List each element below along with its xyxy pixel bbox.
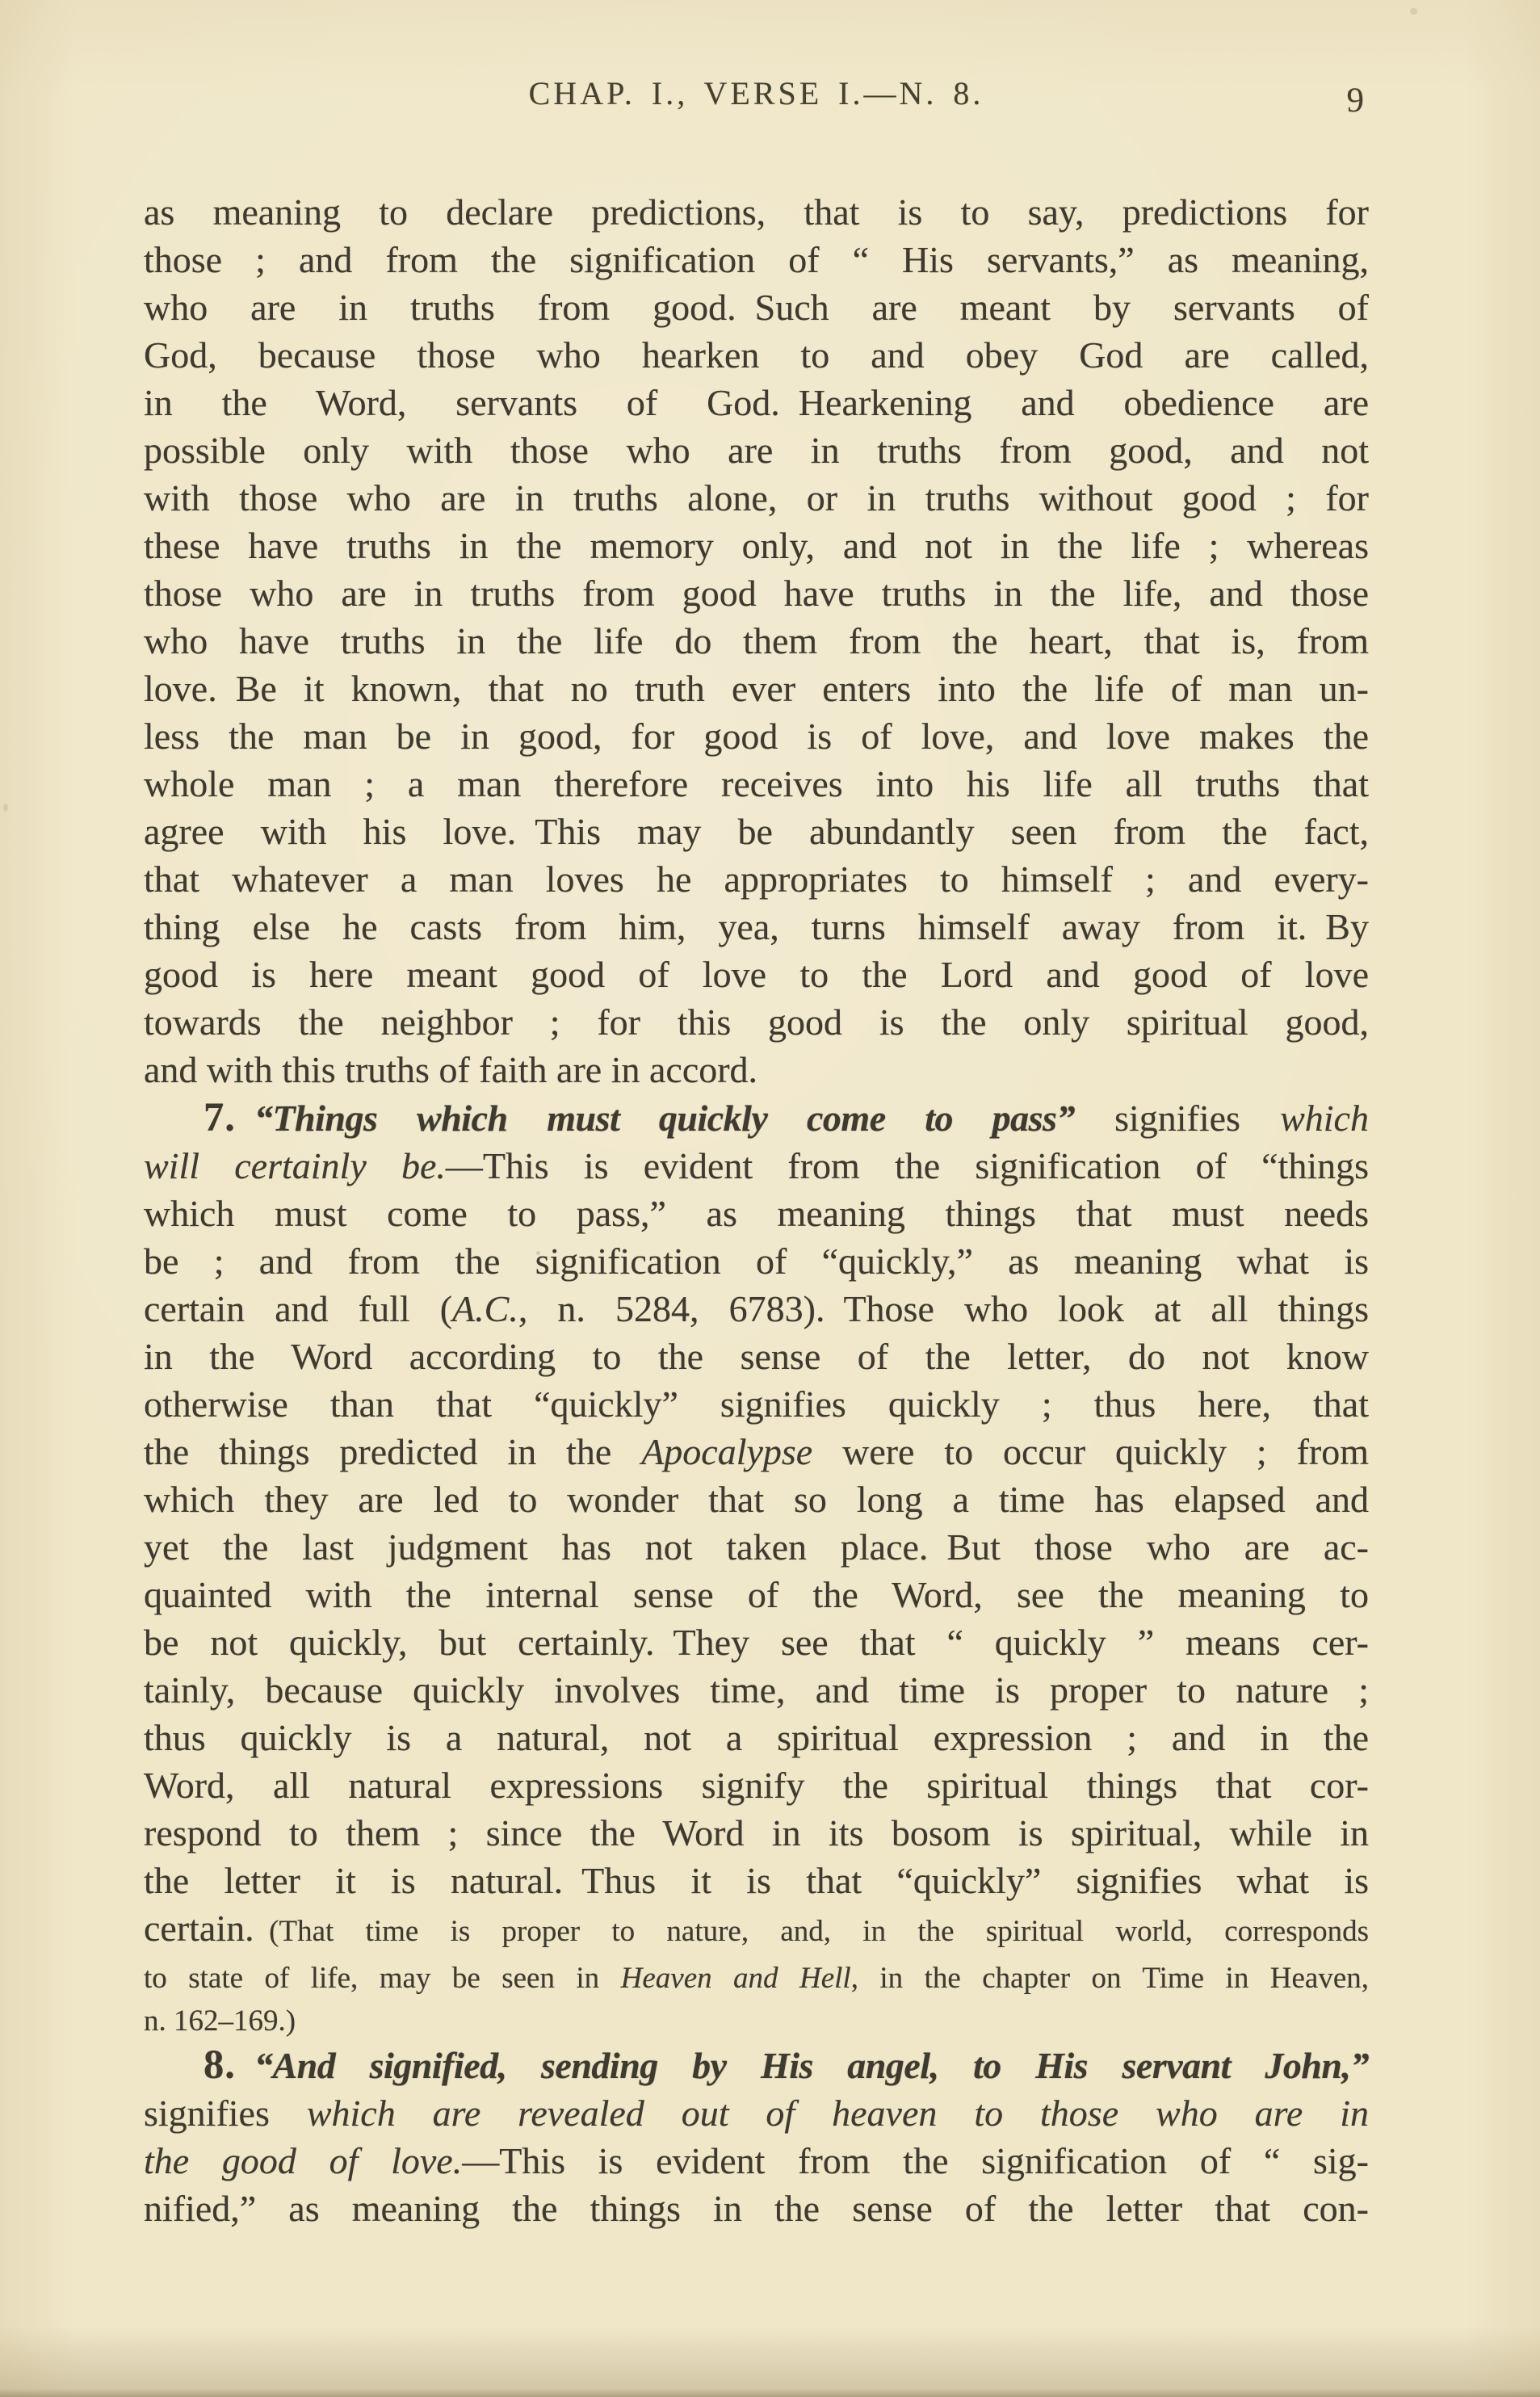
text-line: [144, 2089, 1369, 2137]
text-line: [144, 1094, 1369, 1142]
text-segment: God, because those who hearken to and obey God are called,: [144, 334, 1369, 376]
text-segment: with those who are in truths alone, or in truths without good ; for: [144, 477, 1369, 518]
text-line: [144, 903, 1369, 951]
text-segment: less the man be in good, for good is of love, and love makes the: [144, 716, 1369, 757]
text-segment: which: [1280, 1098, 1369, 1139]
text-segment: 7.: [204, 1094, 236, 1140]
text-segment: —This is evident from the signification of “ sig-: [462, 2140, 1369, 2181]
text-line: [144, 1285, 1369, 1333]
text-line: [144, 998, 1369, 1046]
text-line: [144, 1618, 1369, 1666]
text-line: [144, 569, 1369, 617]
text-line: [144, 283, 1369, 331]
text-segment: tainly, because quickly involves time, and time is proper to nature ;: [144, 1669, 1369, 1711]
text-segment: “Things which must quickly come to pass”: [254, 1098, 1075, 1139]
text-segment: who are in truths from good. Such are meant by servants of: [144, 287, 1369, 328]
text-line: [144, 1523, 1369, 1571]
text-line: [144, 522, 1369, 569]
text-segment: the things predicted in the: [144, 1431, 642, 1472]
text-segment: love. Be it known, that no truth ever enters into the life of man un-: [144, 668, 1369, 709]
text-segment: the letter it is natural. Thus it is that “quickly” signifies what is: [144, 1860, 1369, 1901]
text-segment: agree with his love. This may be abundantly seen from the fact,: [144, 811, 1369, 852]
text-line: [144, 808, 1369, 855]
text-line: [144, 1955, 1369, 1998]
text-line: [144, 1142, 1369, 1190]
text-line: [144, 379, 1369, 426]
text-segment: which they are led to wonder that so long a time has elapsed and: [144, 1479, 1369, 1520]
text-segment: which must come to pass,” as meaning things that must needs: [144, 1193, 1369, 1234]
text-line: [144, 1190, 1369, 1237]
text-line: [144, 2041, 1369, 2089]
text-segment: otherwise than that “quickly” signifies quickly ; thus here, that: [144, 1383, 1369, 1425]
text-segment: good is here meant good of love to the Lord and good of love: [144, 954, 1369, 995]
text-segment: yet the last judgment has not taken place. But those who are ac-: [144, 1526, 1369, 1568]
text-segment: signifies: [1074, 1098, 1281, 1139]
text-segment: certain.: [144, 1908, 254, 1949]
text-segment: , in the chapter on Time in Heaven,: [850, 1962, 1370, 1995]
text-segment: whole man ; a man therefore receives into his life all truths that: [144, 763, 1369, 804]
text-line: [144, 1666, 1369, 1714]
text-segment: n. 162–169.): [144, 2004, 296, 2038]
text-line: [144, 1714, 1369, 1761]
text-segment: as meaning to declare predictions, that is to say, predictions for: [144, 191, 1369, 233]
text-segment: (That time is proper to nature, and, in the spiritual world, corresponds: [254, 1915, 1369, 1948]
text-segment: Word, all natural expressions signify the spiritual things that cor-: [144, 1765, 1369, 1806]
text-line: [144, 760, 1369, 808]
text-line: [144, 2185, 1369, 2232]
text-segment: quainted with the internal sense of the Word, see the meaning to: [144, 1574, 1369, 1615]
running-title: CHAP. I., VERSE I.—N. 8.: [528, 75, 984, 111]
text-line: [144, 1857, 1369, 1904]
text-line: [144, 712, 1369, 760]
text-segment: and with this truths of faith are in accord.: [144, 1049, 758, 1090]
text-segment: these have truths in the memory only, and not in the life ; whereas: [144, 525, 1369, 566]
text-line: [144, 951, 1369, 998]
text-segment: A.C.: [452, 1288, 518, 1329]
paper-speck: [3, 804, 8, 812]
page-header: [144, 74, 1369, 120]
text-line: [144, 1476, 1369, 1523]
text-segment: those ; and from the signification of “ His servants,” as meaning,: [144, 239, 1369, 280]
text-line: [144, 1333, 1369, 1380]
text-segment: [236, 1098, 254, 1139]
text-line: [144, 1237, 1369, 1285]
text-segment: —This is evident from the signification of “things: [445, 1145, 1370, 1186]
text-segment: to state of life, may be seen in: [144, 1962, 621, 1995]
text-segment: possible only with those who are in truths from good, and not: [144, 430, 1369, 471]
text-segment: certain and full (: [144, 1288, 453, 1329]
text-segment: which are revealed out of heaven to those who are in: [306, 2093, 1369, 2134]
text-line: [144, 331, 1369, 379]
text-segment: be not quickly, but certainly. They see that “ quickly ” means cer-: [144, 1622, 1369, 1663]
text-segment: towards the neighbor ; for this good is the only spiritual good,: [144, 1001, 1369, 1043]
text-line: [144, 617, 1369, 665]
text-segment: be ; and from the signification of “quickly,” as meaning what is: [144, 1240, 1369, 1282]
text-line: [144, 188, 1369, 236]
text-line: [144, 1571, 1369, 1618]
text-line: [144, 1998, 1369, 2041]
text-line: [144, 1809, 1369, 1857]
text-line: [144, 1904, 1369, 1955]
text-line: [144, 426, 1369, 474]
paper-speck: [1410, 8, 1417, 15]
text-segment: that whatever a man loves he appropriates to himself ; and every-: [144, 858, 1369, 900]
text-segment: in the Word according to the sense of the letter, do not know: [144, 1336, 1369, 1377]
text-line: [144, 474, 1369, 522]
page-number: 9: [1346, 82, 1364, 120]
text-line: [144, 1428, 1369, 1476]
text-segment: thus quickly is a natural, not a spiritual expression ; and in the: [144, 1717, 1369, 1758]
text-segment: Apocalypse: [641, 1431, 813, 1472]
text-block: [144, 188, 1369, 2232]
text-segment: were to occur quickly ; from: [812, 1431, 1369, 1472]
text-segment: nified,” as meaning the things in the sense of the letter that con-: [144, 2188, 1369, 2229]
text-segment: thing else he casts from him, yea, turns himself away from it. By: [144, 906, 1369, 947]
text-segment: Heaven and Hell: [620, 1962, 851, 1995]
text-segment: 8.: [204, 2042, 236, 2087]
text-segment: the good of love.: [144, 2140, 463, 2181]
text-segment: “And signified, sending by His angel, to His servant John,”: [254, 2045, 1369, 2086]
text-segment: , n. 5284, 6783). Those who look at all things: [518, 1288, 1369, 1329]
text-segment: who have truths in the life do them from the heart, that is, from: [144, 620, 1369, 661]
text-line: [144, 665, 1369, 712]
text-segment: [236, 2045, 254, 2086]
text-segment: respond to them ; since the Word in its bosom is spiritual, while in: [144, 1812, 1369, 1853]
text-segment: those who are in truths from good have truths in the life, and those: [144, 573, 1369, 614]
text-line: [144, 1761, 1369, 1809]
text-line: [144, 1380, 1369, 1428]
text-line: [144, 1046, 1369, 1094]
text-segment: in the Word, servants of God. Hearkening and obedience are: [144, 382, 1369, 423]
text-line: [144, 855, 1369, 903]
text-line: [144, 2137, 1369, 2185]
text-line: [144, 236, 1369, 283]
text-segment: will certainly be.: [144, 1145, 446, 1186]
text-segment: signifies: [144, 2093, 307, 2134]
